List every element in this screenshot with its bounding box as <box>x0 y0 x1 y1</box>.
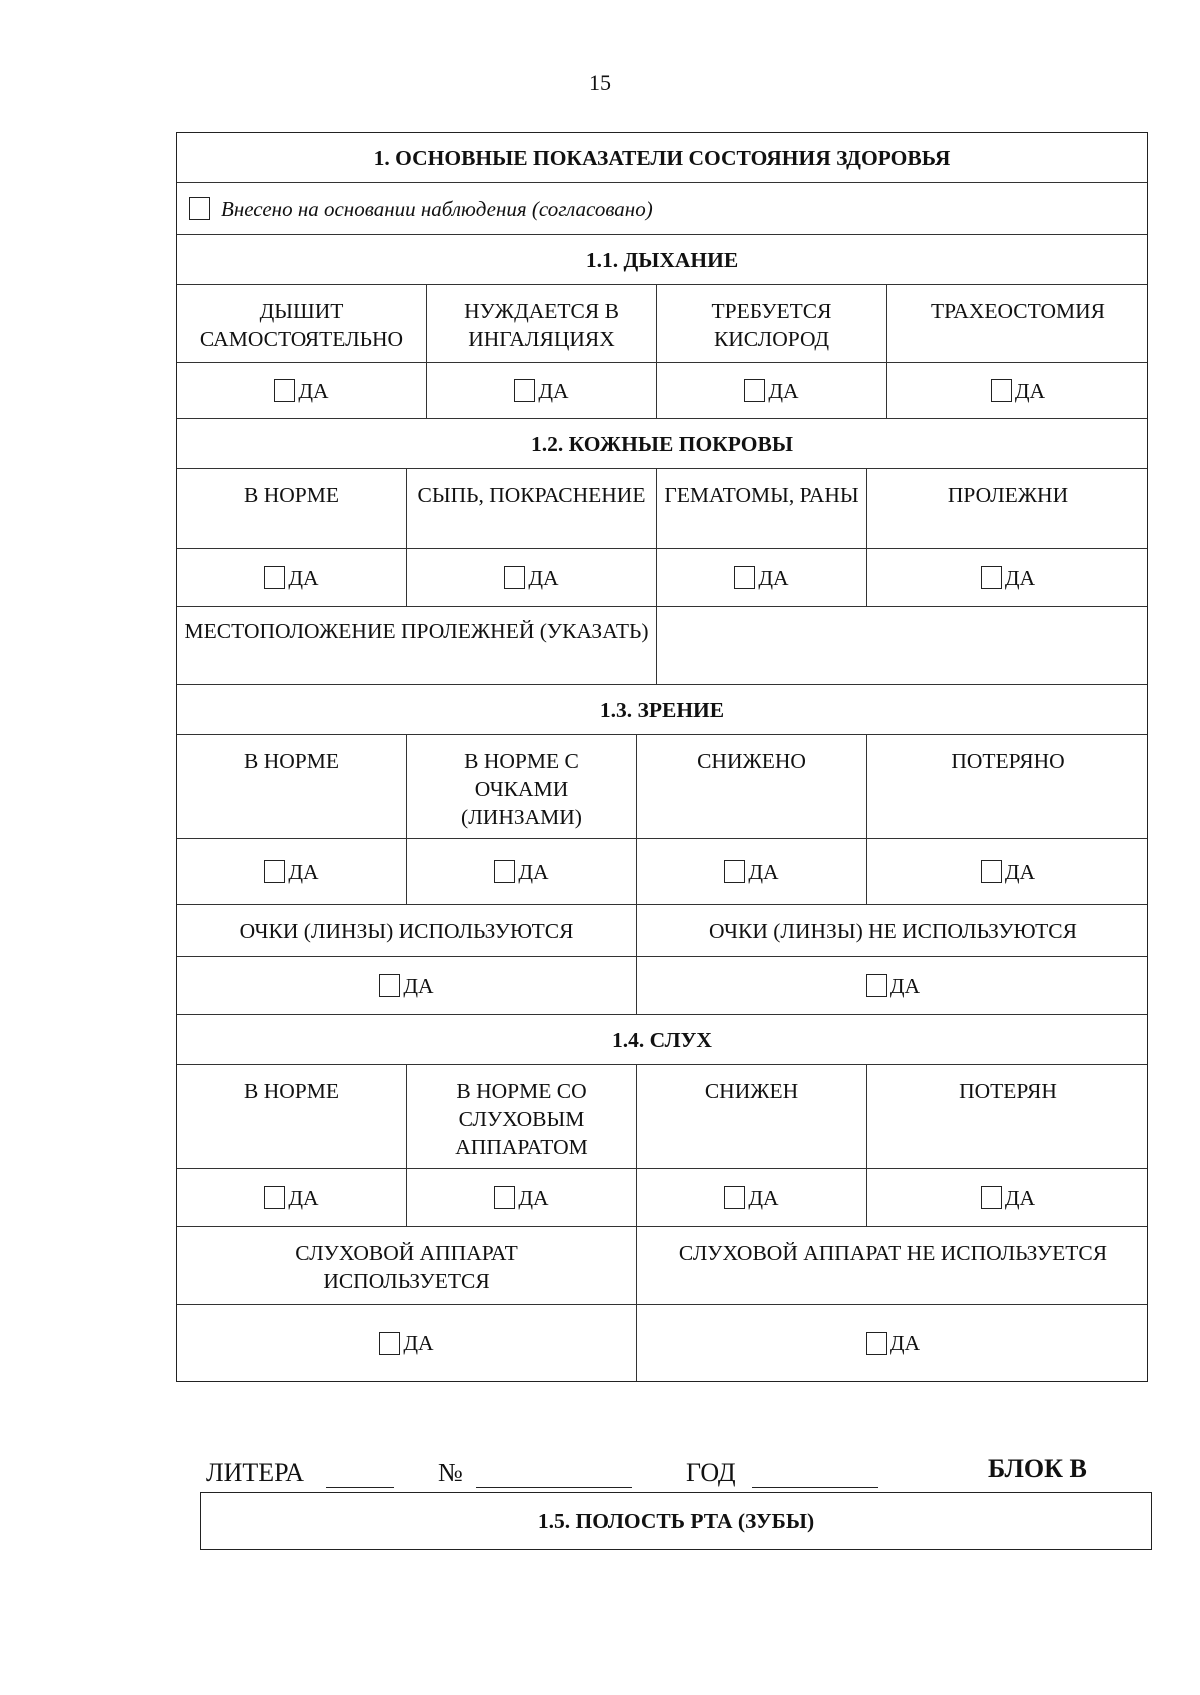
litera-label: ЛИТЕРА <box>206 1458 305 1487</box>
checkbox[interactable] <box>981 860 1002 883</box>
hearing-aid-used-label: СЛУХОВОЙ АППАРАТ ИСПОЛЬЗУЕТСЯ <box>177 1227 637 1304</box>
glasses-used-checkbox[interactable] <box>379 972 433 1000</box>
number-field[interactable] <box>476 1486 632 1488</box>
hearing-heading-row <box>177 1015 1147 1065</box>
litera-field[interactable] <box>326 1486 394 1488</box>
hearing-aid-not-used-label: СЛУХОВОЙ АППАРАТ НЕ ИСПОЛЬЗУЕТСЯ <box>678 1241 1108 1265</box>
checkbox[interactable] <box>494 1186 515 1209</box>
vision-yes-checkbox[interactable] <box>724 858 778 886</box>
hearing-option-label: ПОТЕРЯН <box>959 1079 1057 1103</box>
hearing-checkbox-row <box>177 1169 1147 1227</box>
checkbox[interactable] <box>264 566 285 589</box>
year-label: ГОД <box>686 1458 736 1487</box>
checkbox[interactable] <box>514 379 535 402</box>
hearing-aid-checkbox-row <box>177 1305 1147 1381</box>
bedsore-location-row <box>177 607 1147 685</box>
observed-option[interactable] <box>177 183 1147 234</box>
hearing-option-label: В НОРМЕ <box>177 1065 407 1168</box>
skin-yes-checkbox[interactable] <box>504 564 558 592</box>
checkbox[interactable] <box>981 566 1002 589</box>
breathing-yes-checkbox[interactable] <box>991 377 1045 405</box>
hearing-heading: 1.4. СЛУХ <box>612 1027 712 1052</box>
checkbox[interactable] <box>734 566 755 589</box>
form-title: 1. ОСНОВНЫЕ ПОКАЗАТЕЛИ СОСТОЯНИЯ ЗДОРОВЬЯ <box>373 145 951 170</box>
observed-note: Внесено на основании наблюдения (согласовано) <box>221 196 653 221</box>
vision-option-label: В НОРМЕ <box>177 735 407 838</box>
yes-label: ДА <box>748 1185 779 1210</box>
yes-label: ДА <box>1014 378 1046 403</box>
hearing-aid-not-used-checkbox[interactable] <box>866 1329 920 1357</box>
observed-row <box>177 183 1147 235</box>
yes-label: ДА <box>403 1331 434 1355</box>
breathing-option-label: НУЖДАЕТСЯ В ИНГАЛЯЦИЯХ <box>427 285 657 362</box>
hearing-aid-used-checkbox[interactable] <box>379 1329 433 1357</box>
glasses-not-used-label: ОЧКИ (ЛИНЗЫ) НЕ ИСПОЛЬЗУЮТСЯ <box>709 918 1077 943</box>
skin-options-row <box>177 469 1147 549</box>
vision-heading: 1.3. ЗРЕНИЕ <box>599 697 725 722</box>
breathing-options-row <box>177 285 1147 363</box>
yes-label: ДА <box>288 1185 319 1210</box>
vision-option-label: СНИЖЕНО <box>637 735 867 838</box>
checkbox[interactable] <box>274 379 295 402</box>
hearing-yes-checkbox[interactable] <box>981 1184 1035 1212</box>
hearing-yes-checkbox[interactable] <box>264 1184 318 1212</box>
hearing-yes-checkbox[interactable] <box>494 1184 548 1212</box>
breathing-yes-checkbox[interactable] <box>744 377 798 405</box>
yes-label: ДА <box>518 859 549 884</box>
skin-option-label: В НОРМЕ <box>177 469 407 548</box>
oral-cavity-heading: 1.5. ПОЛОСТЬ РТА (ЗУБЫ) <box>200 1492 1152 1550</box>
breathing-heading-row <box>177 235 1147 285</box>
vision-option-label: ПОТЕРЯНО <box>951 749 1065 773</box>
breathing-option-label: ТРАХЕОСТОМИЯ <box>930 299 1105 323</box>
checkbox[interactable] <box>744 379 765 402</box>
yes-label: ДА <box>1004 859 1036 884</box>
checkbox[interactable] <box>724 1186 745 1209</box>
checkbox[interactable] <box>724 860 745 883</box>
vision-yes-checkbox[interactable] <box>264 858 318 886</box>
checkbox[interactable] <box>504 566 525 589</box>
skin-heading: 1.2. КОЖНЫЕ ПОКРОВЫ <box>531 431 793 456</box>
vision-yes-checkbox[interactable] <box>981 858 1035 886</box>
yes-label: ДА <box>1004 1185 1036 1210</box>
checkbox[interactable] <box>494 860 515 883</box>
yes-label: ДА <box>403 973 434 998</box>
hearing-yes-checkbox[interactable] <box>724 1184 778 1212</box>
hearing-option-label: СНИЖЕН <box>637 1065 867 1168</box>
yes-label: ДА <box>298 378 329 403</box>
yes-label: ДА <box>1004 565 1036 590</box>
breathing-yes-checkbox[interactable] <box>514 377 568 405</box>
glasses-not-used-checkbox[interactable] <box>866 972 920 1000</box>
breathing-yes-checkbox[interactable] <box>274 377 328 405</box>
checkbox[interactable] <box>264 860 285 883</box>
yes-label: ДА <box>538 378 569 403</box>
yes-label: ДА <box>748 859 779 884</box>
yes-label: ДА <box>758 565 789 590</box>
breathing-heading: 1.1. ДЫХАНИЕ <box>585 247 739 272</box>
skin-option-label: ПРОЛЕЖНИ <box>947 483 1069 507</box>
skin-option-label: СЫПЬ, ПОКРАСНЕНИЕ <box>407 469 657 548</box>
hearing-options-row <box>177 1065 1147 1169</box>
bedsore-location-label: МЕСТОПОЛОЖЕНИЕ ПРОЛЕЖНЕЙ (УКАЗАТЬ) <box>177 607 657 684</box>
glasses-usage-row <box>177 905 1147 957</box>
breathing-checkbox-row <box>177 363 1147 419</box>
skin-checkbox-row <box>177 549 1147 607</box>
skin-option-label: ГЕМАТОМЫ, РАНЫ <box>657 469 867 548</box>
health-indicators-form <box>176 132 1148 1382</box>
checkbox[interactable] <box>991 379 1012 402</box>
block-label: БЛОК В <box>988 1454 1087 1483</box>
skin-yes-checkbox[interactable] <box>264 564 318 592</box>
glasses-checkbox-row <box>177 957 1147 1015</box>
yes-label: ДА <box>288 565 319 590</box>
number-label: № <box>438 1458 463 1487</box>
vision-option-label: В НОРМЕ С ОЧКАМИ (ЛИНЗАМИ) <box>407 735 637 838</box>
skin-yes-checkbox[interactable] <box>734 564 788 592</box>
block-header-line <box>206 1448 1106 1488</box>
checkbox[interactable] <box>379 1332 400 1355</box>
checkbox[interactable] <box>264 1186 285 1209</box>
checkbox[interactable] <box>981 1186 1002 1209</box>
page-number: 15 <box>589 70 611 95</box>
vision-checkbox-row <box>177 839 1147 905</box>
breathing-option-label: ТРЕБУЕТСЯ КИСЛОРОД <box>657 285 887 362</box>
vision-heading-row <box>177 685 1147 735</box>
skin-heading-row <box>177 419 1147 469</box>
yes-label: ДА <box>518 1185 549 1210</box>
checkbox[interactable] <box>866 1332 887 1355</box>
yes-label: ДА <box>889 973 921 998</box>
year-field[interactable] <box>752 1486 878 1488</box>
glasses-used-label: ОЧКИ (ЛИНЗЫ) ИСПОЛЬЗУЮТСЯ <box>177 905 637 956</box>
vision-yes-checkbox[interactable] <box>494 858 548 886</box>
bedsore-location-field[interactable] <box>657 607 1149 684</box>
checkbox[interactable] <box>379 974 400 997</box>
vision-options-row <box>177 735 1147 839</box>
yes-label: ДА <box>889 1331 921 1355</box>
yes-label: ДА <box>768 378 799 403</box>
skin-yes-checkbox[interactable] <box>981 564 1035 592</box>
observed-checkbox[interactable] <box>189 197 210 220</box>
form-title-row <box>177 133 1147 183</box>
hearing-option-label: В НОРМЕ СО СЛУХОВЫМ АППАРАТОМ <box>407 1065 637 1168</box>
yes-label: ДА <box>528 565 559 590</box>
checkbox[interactable] <box>866 974 887 997</box>
yes-label: ДА <box>288 859 319 884</box>
breathing-option-label: ДЫШИТ САМОСТОЯТЕЛЬНО <box>177 285 427 362</box>
hearing-aid-usage-row <box>177 1227 1147 1305</box>
